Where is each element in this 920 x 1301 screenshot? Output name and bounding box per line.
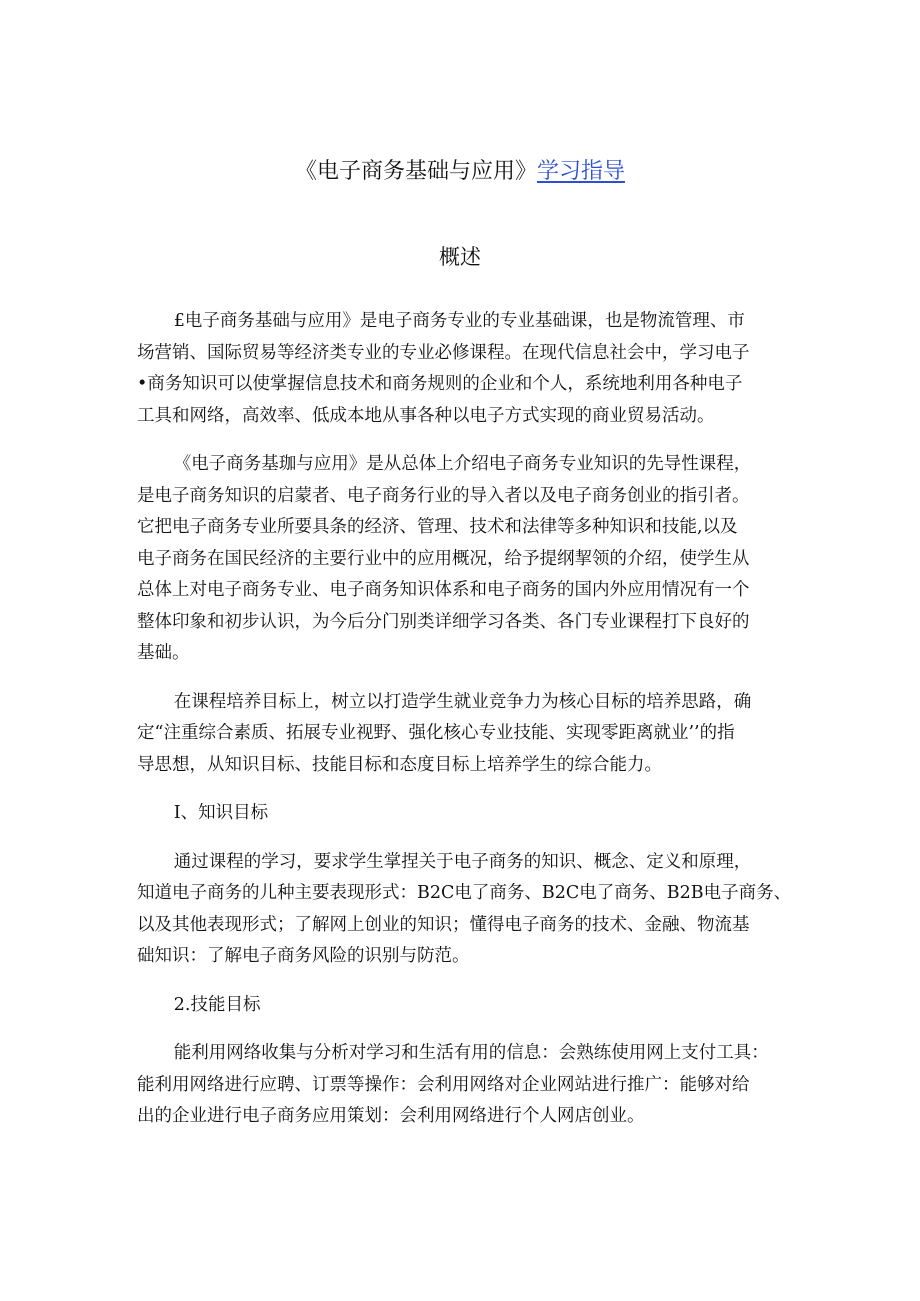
text-line: 基础。 — [137, 643, 190, 663]
text-line: 电子商务在国民经济的主要行业中的应用概况，给予提纲挈领的介绍，使学生从 — [137, 548, 750, 569]
text-line: 能利用网络进行应聘、订票等操作：会利用网络对企业网站进行推广：能够对给 — [137, 1074, 750, 1095]
paragraph-training-goals — [137, 687, 787, 782]
section-heading-knowledge: I、知识目标 — [173, 803, 269, 823]
text-line: 定“注重综合素质、拓展专业视野、强化核心专业技能、实现零距离就业’’的指 — [137, 723, 735, 743]
section-subtitle: 概述 — [439, 245, 481, 269]
text-line: 总体上对电子商务专业、电子商务知识体系和电子商务的国内外应用情况有一个 — [137, 580, 750, 600]
text-line: 是电子商务知识的启蒙者、电子商务行业的导入者以及电子商务创业的指引者。 — [137, 485, 750, 506]
paragraph-knowledge-goals — [137, 847, 792, 973]
text-line: 以及其他表现形式；了解网上创业的知识；懂得电子商务的技术、金融、物流基 — [137, 914, 750, 935]
document-title — [0, 156, 920, 188]
document-body — [137, 306, 792, 1150]
text-line: 通过课程的学习，要求学生掌捏关于电子商务的知识、概念、定义和原理， — [173, 851, 752, 872]
text-line: •商务知识可以使掌握信息技术和商务规则的企业和个人，系统地利用各种电子 — [137, 374, 743, 394]
text-line: 在课程培养目标上，树立以打造学生就业竞争力为核心目标的培养思路，确 — [173, 691, 752, 712]
text-line: 出的企业进行电子商务应用策划：会利用网络进行个人网店创业。 — [137, 1106, 645, 1126]
text-line: £电子商务基础与应用》是电子商务专业的专业基础课，也是物流管理、市 — [173, 311, 745, 331]
text-line: 能利用网络收集与分析对学习和生活有用的信息：会熟练使用网上支付工具： — [173, 1043, 769, 1063]
text-line: 它把电子商务专业所要具条的经济、管理、技术和法律等多种知识和技能,以及 — [137, 517, 738, 537]
text-line: 础知识：了解电子商务风险的识别与防范。 — [137, 946, 470, 966]
text-line: 《电子商务基珈与应用》是从总体上介绍电子商务专业知识的先导性课程， — [173, 454, 752, 474]
text-line: 场营销、国际贸易等经济类专业的专业必修课程。在现代信息社会中，学习电子 — [137, 342, 750, 363]
text-line: 知道电子商务的儿种主要表现形式：B2C电了商务、B2C电了商务、B2B电子商务、 — [137, 883, 792, 903]
document-title-main: 《电子商务基础与应用》 — [294, 159, 537, 184]
section-heading-skills: 2.技能目标 — [173, 994, 261, 1015]
text-line: 导思想，从知识目标、技能目标和态度目标上培养学生的综合能力。 — [137, 754, 662, 775]
paragraph-intro — [137, 306, 787, 432]
text-line: 整体印象和初步认识，为今后分门别类详细学习各类、各门专业课程打下良好的 — [137, 611, 750, 632]
paragraph-course-overview — [137, 449, 787, 670]
text-line: 工具和网络，高效率、低成本地从事各种以电子方式实现的商业贸易活动。 — [137, 405, 715, 426]
document-title-link[interactable]: 学习指导 — [537, 159, 626, 184]
paragraph-skill-goals — [137, 1038, 787, 1133]
